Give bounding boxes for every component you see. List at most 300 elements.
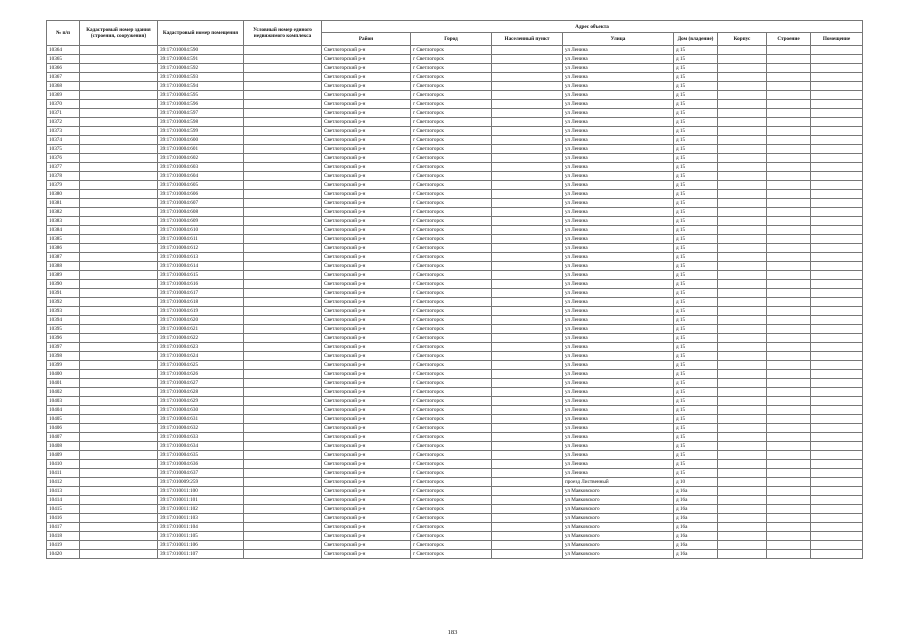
cell-num: 10419 (47, 541, 80, 550)
cell-cond-complex (244, 190, 322, 199)
cell-house: д 15 (674, 469, 718, 478)
cell-street: ул Ленина (563, 433, 674, 442)
cell-house: д 15 (674, 109, 718, 118)
cell-pomeshchenie (811, 289, 863, 298)
cell-settlement (492, 442, 563, 451)
cell-city: г Светлогорск (411, 550, 492, 559)
cell-korpus (718, 172, 767, 181)
cell-num: 10411 (47, 469, 80, 478)
cell-pomeshchenie (811, 253, 863, 262)
property-register-sheet (46, 20, 863, 559)
cell-settlement (492, 82, 563, 91)
cell-stroenie (767, 352, 811, 361)
cell-house: д 16а (674, 541, 718, 550)
cell-cad-premise: 39:17:010004:600 (158, 136, 244, 145)
cell-city: г Светлогорск (411, 208, 492, 217)
cell-settlement (492, 190, 563, 199)
cell-street: ул Ленина (563, 424, 674, 433)
cell-street: ул Ленина (563, 235, 674, 244)
cell-street: ул Маяковского (563, 496, 674, 505)
table-row (47, 379, 863, 388)
cell-cond-complex (244, 46, 322, 55)
table-row (47, 532, 863, 541)
cell-city: г Светлогорск (411, 379, 492, 388)
cell-district: Светлогорский р-н (322, 127, 411, 136)
cell-pomeshchenie (811, 433, 863, 442)
cell-korpus (718, 424, 767, 433)
cell-stroenie (767, 514, 811, 523)
cell-korpus (718, 388, 767, 397)
cell-street: ул Ленина (563, 460, 674, 469)
cell-pomeshchenie (811, 415, 863, 424)
cell-num: 10371 (47, 109, 80, 118)
cell-stroenie (767, 451, 811, 460)
cell-cad-premise: 39:17:010004:599 (158, 127, 244, 136)
cell-district: Светлогорский р-н (322, 136, 411, 145)
cell-house: д 15 (674, 172, 718, 181)
cell-house: д 15 (674, 406, 718, 415)
cell-settlement (492, 100, 563, 109)
cell-settlement (492, 73, 563, 82)
cell-cond-complex (244, 487, 322, 496)
cell-street: ул Ленина (563, 136, 674, 145)
table-row (47, 352, 863, 361)
cell-settlement (492, 118, 563, 127)
cell-pomeshchenie (811, 280, 863, 289)
cell-cond-complex (244, 397, 322, 406)
cell-stroenie (767, 325, 811, 334)
col-header-address-group: Адрес объекта (322, 21, 863, 33)
cell-korpus (718, 451, 767, 460)
cell-street: ул Ленина (563, 244, 674, 253)
cell-settlement (492, 136, 563, 145)
table-row (47, 217, 863, 226)
cell-cond-complex (244, 523, 322, 532)
cell-pomeshchenie (811, 406, 863, 415)
cell-house: д 15 (674, 280, 718, 289)
cell-settlement (492, 91, 563, 100)
cell-pomeshchenie (811, 325, 863, 334)
cell-cad-building (80, 253, 158, 262)
cell-cond-complex (244, 91, 322, 100)
cell-stroenie (767, 550, 811, 559)
cell-pomeshchenie (811, 496, 863, 505)
cell-city: г Светлогорск (411, 478, 492, 487)
cell-pomeshchenie (811, 487, 863, 496)
cell-num: 10392 (47, 298, 80, 307)
cell-korpus (718, 352, 767, 361)
cell-city: г Светлогорск (411, 406, 492, 415)
cell-stroenie (767, 433, 811, 442)
cell-cad-premise: 39:17:010004:628 (158, 388, 244, 397)
cell-pomeshchenie (811, 55, 863, 64)
cell-stroenie (767, 64, 811, 73)
cell-korpus (718, 289, 767, 298)
table-row (47, 370, 863, 379)
cell-settlement (492, 307, 563, 316)
cell-street: ул Ленина (563, 145, 674, 154)
cell-num: 10366 (47, 64, 80, 73)
table-row (47, 514, 863, 523)
cell-pomeshchenie (811, 190, 863, 199)
cell-house: д 15 (674, 73, 718, 82)
table-row (47, 190, 863, 199)
cell-cad-building (80, 298, 158, 307)
cell-city: г Светлогорск (411, 307, 492, 316)
cell-cad-premise: 39:17:010004:607 (158, 199, 244, 208)
cell-cond-complex (244, 325, 322, 334)
cell-settlement (492, 343, 563, 352)
cell-korpus (718, 271, 767, 280)
cell-city: г Светлогорск (411, 154, 492, 163)
cell-cad-premise: 39:17:010011:100 (158, 487, 244, 496)
cell-stroenie (767, 244, 811, 253)
cell-city: г Светлогорск (411, 289, 492, 298)
cell-korpus (718, 253, 767, 262)
cell-settlement (492, 451, 563, 460)
cell-cad-building (80, 397, 158, 406)
cell-cond-complex (244, 280, 322, 289)
cell-cond-complex (244, 514, 322, 523)
table-row (47, 145, 863, 154)
cell-street: ул Ленина (563, 289, 674, 298)
cell-cad-building (80, 145, 158, 154)
cell-pomeshchenie (811, 469, 863, 478)
cell-house: д 15 (674, 388, 718, 397)
cell-cond-complex (244, 433, 322, 442)
table-row (47, 388, 863, 397)
cell-street: ул Ленина (563, 271, 674, 280)
cell-korpus (718, 496, 767, 505)
cell-korpus (718, 163, 767, 172)
table-row (47, 208, 863, 217)
cell-house: д 15 (674, 343, 718, 352)
cell-house: д 15 (674, 208, 718, 217)
table-row (47, 154, 863, 163)
cell-cad-premise: 39:17:010004:619 (158, 307, 244, 316)
cell-korpus (718, 145, 767, 154)
table-row (47, 91, 863, 100)
cell-cad-premise: 39:17:010004:596 (158, 100, 244, 109)
cell-cad-building (80, 505, 158, 514)
cell-settlement (492, 487, 563, 496)
cell-cond-complex (244, 370, 322, 379)
cell-cond-complex (244, 82, 322, 91)
cell-house: д 15 (674, 253, 718, 262)
table-row (47, 289, 863, 298)
cell-pomeshchenie (811, 145, 863, 154)
cell-cad-premise: 39:17:010004:591 (158, 55, 244, 64)
cell-city: г Светлогорск (411, 325, 492, 334)
cell-district: Светлогорский р-н (322, 235, 411, 244)
cell-district: Светлогорский р-н (322, 244, 411, 253)
cell-house: д 16а (674, 505, 718, 514)
cell-pomeshchenie (811, 460, 863, 469)
cell-stroenie (767, 73, 811, 82)
cell-settlement (492, 235, 563, 244)
cell-stroenie (767, 163, 811, 172)
cell-district: Светлогорский р-н (322, 352, 411, 361)
cell-house: д 16а (674, 487, 718, 496)
cell-num: 10385 (47, 235, 80, 244)
cell-cad-building (80, 118, 158, 127)
cell-cond-complex (244, 244, 322, 253)
cell-cond-complex (244, 163, 322, 172)
cell-cond-complex (244, 136, 322, 145)
cell-pomeshchenie (811, 307, 863, 316)
col-header-settlement: Населенный пункт (492, 33, 563, 46)
cell-street: ул Ленина (563, 181, 674, 190)
cell-district: Светлогорский р-н (322, 469, 411, 478)
cell-settlement (492, 523, 563, 532)
cell-stroenie (767, 316, 811, 325)
cell-cad-building (80, 388, 158, 397)
cell-street: ул Ленина (563, 73, 674, 82)
cell-korpus (718, 118, 767, 127)
cell-num: 10398 (47, 352, 80, 361)
cell-pomeshchenie (811, 478, 863, 487)
cell-district: Светлогорский р-н (322, 334, 411, 343)
cell-settlement (492, 388, 563, 397)
cell-settlement (492, 550, 563, 559)
cell-street: ул Ленина (563, 127, 674, 136)
cell-cad-premise: 39:17:010004:608 (158, 208, 244, 217)
cell-cad-premise: 39:17:010011:101 (158, 496, 244, 505)
cell-cad-building (80, 181, 158, 190)
cell-settlement (492, 271, 563, 280)
cell-street: ул Ленина (563, 100, 674, 109)
cell-korpus (718, 343, 767, 352)
cell-settlement (492, 55, 563, 64)
cell-pomeshchenie (811, 163, 863, 172)
cell-house: д 15 (674, 307, 718, 316)
cell-pomeshchenie (811, 397, 863, 406)
cell-city: г Светлогорск (411, 424, 492, 433)
cell-stroenie (767, 82, 811, 91)
cell-stroenie (767, 523, 811, 532)
cell-street: ул Ленина (563, 172, 674, 181)
table-row (47, 541, 863, 550)
cell-cad-premise: 39:17:010004:620 (158, 316, 244, 325)
cell-stroenie (767, 181, 811, 190)
cell-cad-premise: 39:17:010004:610 (158, 226, 244, 235)
cell-settlement (492, 478, 563, 487)
cell-cond-complex (244, 505, 322, 514)
cell-settlement (492, 181, 563, 190)
cell-num: 10380 (47, 190, 80, 199)
cell-settlement (492, 145, 563, 154)
table-row (47, 118, 863, 127)
cell-house: д 16а (674, 514, 718, 523)
cell-district: Светлогорский р-н (322, 316, 411, 325)
cell-cad-building (80, 361, 158, 370)
cell-cond-complex (244, 199, 322, 208)
cell-korpus (718, 415, 767, 424)
cell-num: 10390 (47, 280, 80, 289)
cell-district: Светлогорский р-н (322, 172, 411, 181)
cell-cad-premise: 39:17:010011:103 (158, 514, 244, 523)
cell-cad-premise: 39:17:010004:621 (158, 325, 244, 334)
cell-cond-complex (244, 460, 322, 469)
cell-street: ул Ленина (563, 406, 674, 415)
col-header-cond-complex: Условный номер единого недвижимого комплекса (244, 21, 322, 46)
cell-city: г Светлогорск (411, 460, 492, 469)
table-row (47, 550, 863, 559)
cell-settlement (492, 424, 563, 433)
cell-street: ул Ленина (563, 415, 674, 424)
cell-district: Светлогорский р-н (322, 370, 411, 379)
cell-city: г Светлогорск (411, 523, 492, 532)
cell-num: 10381 (47, 199, 80, 208)
cell-num: 10407 (47, 433, 80, 442)
cell-num: 10420 (47, 550, 80, 559)
cell-house: д 15 (674, 262, 718, 271)
cell-house: д 15 (674, 127, 718, 136)
cell-cad-building (80, 127, 158, 136)
cell-korpus (718, 91, 767, 100)
cell-stroenie (767, 505, 811, 514)
cell-district: Светлогорский р-н (322, 361, 411, 370)
cell-district: Светлогорский р-н (322, 73, 411, 82)
cell-house: д 15 (674, 91, 718, 100)
cell-cad-premise: 39:17:010004:634 (158, 442, 244, 451)
cell-korpus (718, 64, 767, 73)
cell-cad-premise: 39:17:010004:630 (158, 406, 244, 415)
cell-district: Светлогорский р-н (322, 163, 411, 172)
cell-korpus (718, 487, 767, 496)
cell-settlement (492, 46, 563, 55)
cell-pomeshchenie (811, 523, 863, 532)
cell-city: г Светлогорск (411, 451, 492, 460)
cell-stroenie (767, 271, 811, 280)
table-row (47, 451, 863, 460)
cell-num: 10370 (47, 100, 80, 109)
cell-cad-building (80, 271, 158, 280)
cell-cond-complex (244, 154, 322, 163)
cell-street: ул Ленина (563, 325, 674, 334)
cell-cad-building (80, 406, 158, 415)
cell-district: Светлогорский р-н (322, 109, 411, 118)
cell-district: Светлогорский р-н (322, 118, 411, 127)
cell-cad-building (80, 478, 158, 487)
cell-cond-complex (244, 262, 322, 271)
cell-pomeshchenie (811, 541, 863, 550)
table-row (47, 298, 863, 307)
cell-num: 10375 (47, 145, 80, 154)
cell-cond-complex (244, 100, 322, 109)
table-row (47, 271, 863, 280)
cell-district: Светлогорский р-н (322, 271, 411, 280)
cell-num: 10369 (47, 91, 80, 100)
cell-cad-building (80, 415, 158, 424)
cell-house: д 15 (674, 361, 718, 370)
cell-cad-building (80, 199, 158, 208)
cell-street: проезд Лиственный (563, 478, 674, 487)
cell-stroenie (767, 442, 811, 451)
cell-cad-building (80, 64, 158, 73)
cell-house: д 15 (674, 433, 718, 442)
cell-pomeshchenie (811, 370, 863, 379)
cell-num: 10400 (47, 370, 80, 379)
cell-settlement (492, 433, 563, 442)
cell-pomeshchenie (811, 451, 863, 460)
cell-city: г Светлогорск (411, 55, 492, 64)
cell-street: ул Ленина (563, 199, 674, 208)
cell-num: 10405 (47, 415, 80, 424)
cell-cond-complex (244, 406, 322, 415)
cell-cad-premise: 39:17:010004:635 (158, 451, 244, 460)
cell-stroenie (767, 91, 811, 100)
cell-cond-complex (244, 253, 322, 262)
cell-cad-premise: 39:17:010004:597 (158, 109, 244, 118)
cell-settlement (492, 217, 563, 226)
cell-district: Светлогорский р-н (322, 415, 411, 424)
cell-district: Светлогорский р-н (322, 424, 411, 433)
cell-cond-complex (244, 226, 322, 235)
cell-cad-premise: 39:17:010004:593 (158, 73, 244, 82)
cell-cad-building (80, 163, 158, 172)
cell-cond-complex (244, 73, 322, 82)
cell-stroenie (767, 217, 811, 226)
cell-city: г Светлогорск (411, 145, 492, 154)
cell-cond-complex (244, 208, 322, 217)
cell-pomeshchenie (811, 379, 863, 388)
cell-cad-building (80, 226, 158, 235)
cell-cad-building (80, 154, 158, 163)
cell-settlement (492, 496, 563, 505)
cell-city: г Светлогорск (411, 469, 492, 478)
cell-korpus (718, 334, 767, 343)
table-row (47, 325, 863, 334)
cell-settlement (492, 298, 563, 307)
cell-house: д 16а (674, 523, 718, 532)
cell-pomeshchenie (811, 73, 863, 82)
cell-house: д 15 (674, 451, 718, 460)
cell-korpus (718, 280, 767, 289)
cell-city: г Светлогорск (411, 514, 492, 523)
cell-city: г Светлогорск (411, 271, 492, 280)
cell-num: 10391 (47, 289, 80, 298)
cell-num: 10415 (47, 505, 80, 514)
cell-stroenie (767, 127, 811, 136)
cell-num: 10373 (47, 127, 80, 136)
cell-city: г Светлогорск (411, 334, 492, 343)
cell-korpus (718, 73, 767, 82)
cell-cond-complex (244, 145, 322, 154)
cell-district: Светлогорский р-н (322, 280, 411, 289)
table-row (47, 505, 863, 514)
cell-korpus (718, 505, 767, 514)
table-row (47, 109, 863, 118)
cell-cad-building (80, 316, 158, 325)
cell-settlement (492, 379, 563, 388)
cell-district: Светлогорский р-н (322, 298, 411, 307)
cell-num: 10364 (47, 46, 80, 55)
cell-district: Светлогорский р-н (322, 442, 411, 451)
cell-house: д 10 (674, 478, 718, 487)
cell-cad-premise: 39:17:010004:602 (158, 154, 244, 163)
cell-cad-building (80, 235, 158, 244)
cell-korpus (718, 397, 767, 406)
cell-district: Светлогорский р-н (322, 55, 411, 64)
cell-cond-complex (244, 388, 322, 397)
cell-korpus (718, 469, 767, 478)
cell-pomeshchenie (811, 226, 863, 235)
cell-stroenie (767, 253, 811, 262)
cell-cad-premise: 39:17:010004:606 (158, 190, 244, 199)
table-row (47, 361, 863, 370)
table-row (47, 334, 863, 343)
